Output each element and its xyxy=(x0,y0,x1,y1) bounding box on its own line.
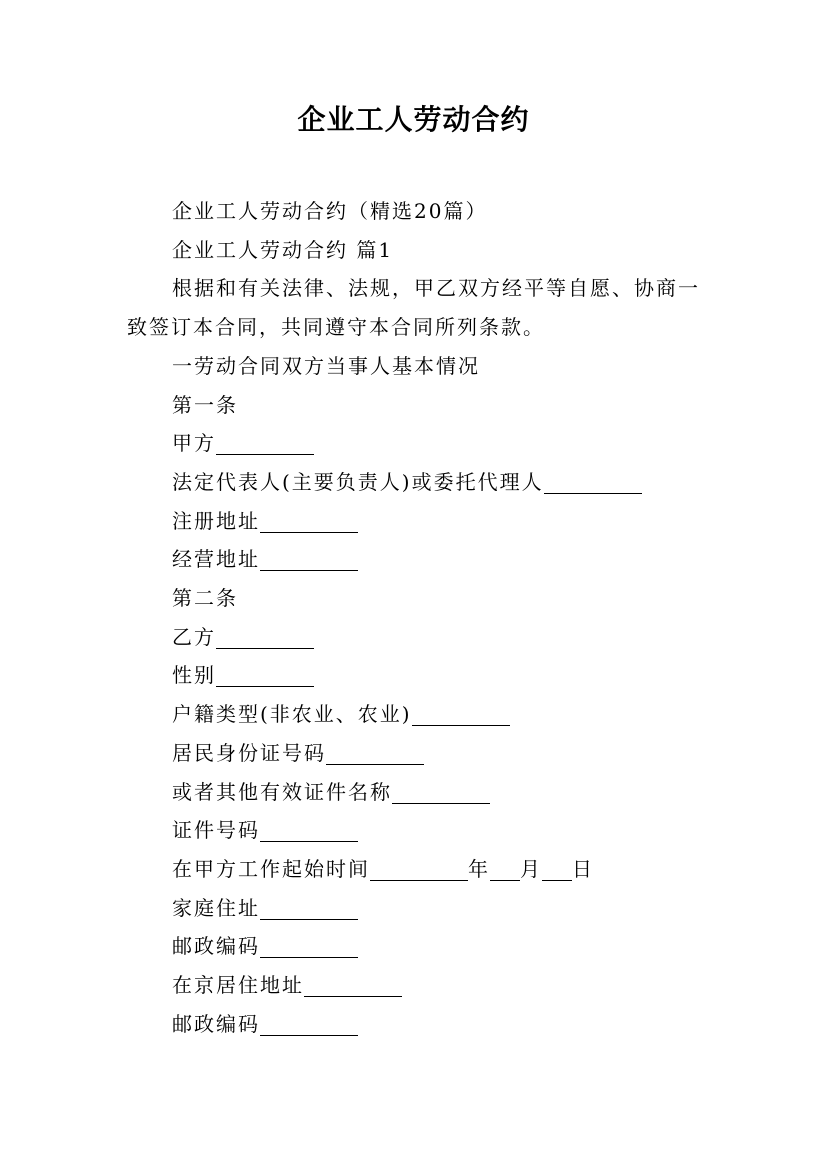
field-start-date xyxy=(127,850,707,889)
blank-line xyxy=(544,492,642,494)
field-label: 户籍类型(非农业、农业) xyxy=(172,702,412,727)
field-label: 邮政编码 xyxy=(172,1011,260,1036)
field-other-id-name xyxy=(127,773,707,812)
field-beijing-address xyxy=(127,966,707,1005)
blank-line xyxy=(260,956,358,958)
blank-line xyxy=(260,531,358,533)
field-label: 证件号码 xyxy=(172,818,260,843)
field-label: 在甲方工作起始时间 xyxy=(172,856,370,881)
document-title: 企业工人劳动合约 xyxy=(297,103,530,136)
document-body xyxy=(127,192,707,1043)
blank-line xyxy=(260,1034,358,1036)
field-label: 家庭住址 xyxy=(172,895,260,920)
paragraph-part-heading: 一劳动合同双方当事人基本情况 xyxy=(172,353,480,378)
field-id-number xyxy=(127,734,707,773)
field-postal-code-2 xyxy=(127,1005,707,1044)
field-label: 性别 xyxy=(172,663,216,688)
field-document-number xyxy=(127,811,707,850)
article-2-heading: 第二条 xyxy=(172,586,238,611)
article-1-heading: 第一条 xyxy=(172,392,238,417)
field-party-a xyxy=(127,424,707,463)
field-home-address xyxy=(127,889,707,928)
field-label: 居民身份证号码 xyxy=(172,740,326,765)
day-label: 日 xyxy=(572,856,594,881)
field-label: 邮政编码 xyxy=(172,934,260,959)
blank-line xyxy=(216,647,314,649)
field-gender xyxy=(127,656,707,695)
field-registered-address xyxy=(127,502,707,541)
blank-line xyxy=(260,569,358,571)
field-business-address xyxy=(127,540,707,579)
field-postal-code xyxy=(127,927,707,966)
field-label: 乙方 xyxy=(172,624,216,649)
month-label: 月 xyxy=(520,856,542,881)
blank-line xyxy=(260,918,358,920)
blank-line xyxy=(304,995,402,997)
paragraph-preamble: 根据和有关法律、法规，甲乙双方经平等自愿、协商一致签订本合同，共同遵守本合同所列条款。 xyxy=(127,276,700,340)
field-label: 注册地址 xyxy=(172,508,260,533)
field-label: 法定代表人(主要负责人)或委托代理人 xyxy=(172,469,544,494)
field-legal-representative xyxy=(127,463,707,502)
field-party-b xyxy=(127,618,707,657)
blank-line xyxy=(326,763,424,765)
blank-line xyxy=(542,879,572,881)
blank-line xyxy=(370,879,468,881)
blank-line xyxy=(216,453,314,455)
paragraph-subtitle: 企业工人劳动合约（精选20篇） xyxy=(172,199,488,223)
year-label: 年 xyxy=(468,856,490,881)
field-label: 或者其他有效证件名称 xyxy=(172,779,392,804)
blank-line xyxy=(260,840,358,842)
blank-line xyxy=(216,685,314,687)
blank-line xyxy=(490,879,520,881)
field-label: 在京居住地址 xyxy=(172,973,304,998)
field-label: 经营地址 xyxy=(172,547,260,572)
field-label: 甲方 xyxy=(172,431,216,456)
field-household-type xyxy=(127,695,707,734)
paragraph-section-heading: 企业工人劳动合约 篇1 xyxy=(172,237,394,262)
blank-line xyxy=(412,724,510,726)
blank-line xyxy=(392,802,490,804)
